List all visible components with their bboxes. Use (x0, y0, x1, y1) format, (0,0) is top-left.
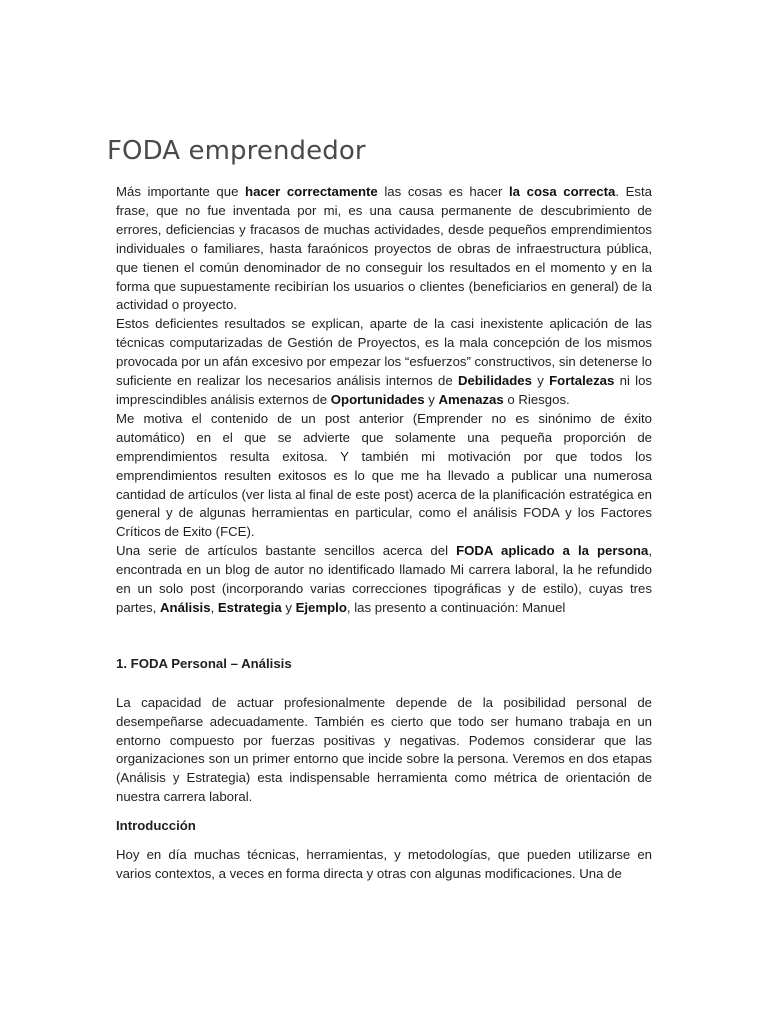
text-run: ni los imprescindibles análisis externos de (116, 373, 652, 407)
paragraph-2 (116, 315, 652, 410)
bold-text: la cosa correcta (509, 184, 616, 199)
paragraph-1 (116, 183, 652, 315)
text-run: Más importante que (116, 184, 246, 199)
text-run: o Riesgos. (503, 391, 570, 407)
bold-text: Estrategia (217, 599, 282, 615)
text-run: . Esta frase, que no fue inventada por mi, es una causa permanente de descubrimiento de errores, deficiencias y fracasos de muchas actividades, desde pequeños emprendimientos individuales o familiares, hasta faraónicos proyectos de obras de infraestructura pública, que tienen el común denominador de no conseguir los resultados en el momento y en la forma que supuestamente recibirían los usuarios o clientes (beneficiarios en general) de la actividad o proyecto. (116, 184, 653, 313)
text-run: las cosas es hacer (377, 184, 510, 199)
bold-text: Ejemplo (295, 599, 347, 615)
bold-text: FODA aplicado a la persona (456, 543, 649, 559)
bold-text: Análisis (159, 599, 211, 615)
paragraph-5: La capacidad de actuar profesionalmente depende de la posibilidad personal de desempeñarse adecuadamente. También es cierto que todo ser humano trabaja en un entorno compuesto por fuerzas positivas y negativas. Podemos considerar que las organizaciones son un primer entorno que incide sobre la persona. Veremos en dos etapas (Análisis y Estrategia) esta indispensable herramienta como métrica de orientación de nuestra carrera laboral. (116, 694, 652, 805)
text-run: y (531, 373, 550, 389)
subsection-heading: Introducción (116, 818, 196, 834)
text-run: y (281, 599, 296, 615)
bold-text: Fortalezas (549, 373, 615, 389)
page-title: FODA emprendedor (107, 136, 366, 166)
bold-text: Oportunidades (330, 391, 425, 407)
bold-text: hacer correctamente (245, 184, 378, 199)
paragraph-4 (116, 542, 652, 618)
text-run: , (210, 599, 218, 615)
document-body (116, 183, 652, 884)
bold-text: Amenazas (438, 391, 504, 407)
text-run: Estos deficientes resultados se explican, aparte de la casi inexistente aplicación de las técnicas computarizadas de Gestión de Proyectos, es la mala concepción de los mismos provocada por un afán excesivo por empezar los “esfuerzos” constructivos, sin detenerse lo suficiente en realizar los necesarios análisis internos de (116, 316, 652, 389)
spacer (116, 618, 652, 655)
paragraph-6: Hoy en día muchas técnicas, herramientas, y metodologías, que pueden utilizarse en varios contextos, a veces en forma directa y otras con algunas modificaciones. Una de (116, 847, 652, 881)
paragraph-3: Me motiva el contenido de un post anterior (Emprender no es sinónimo de éxito automático) en el que se advierte que solamente una pequeña proporción de emprendimientos resulta exitosa. Y también mi motivación por que todos los emprendimientos resulten exitosos es lo que me ha llevado a publicar una numerosa cantidad de artículos (ver lista al final de este post) acerca de la planificación estratégica en general y de algunas herramientas en particular, como el análisis FODA y los Factores Críticos de Exito (FCE). (116, 410, 652, 540)
text-run: , las presento a continuación: Manuel (346, 599, 566, 615)
text-run: , encontrada en un blog de autor no identificado llamado Mi carrera laboral, la he refundido en un solo post (incorporando varias correcciones tipográficas y de estilo), cuyas tres partes, (116, 543, 652, 615)
text-run: y (424, 391, 439, 407)
text-run: Una serie de artículos bastante sencillos acerca del (116, 543, 457, 559)
bold-text: Debilidades (457, 373, 532, 389)
section-heading: 1. FODA Personal – Análisis (116, 655, 292, 671)
